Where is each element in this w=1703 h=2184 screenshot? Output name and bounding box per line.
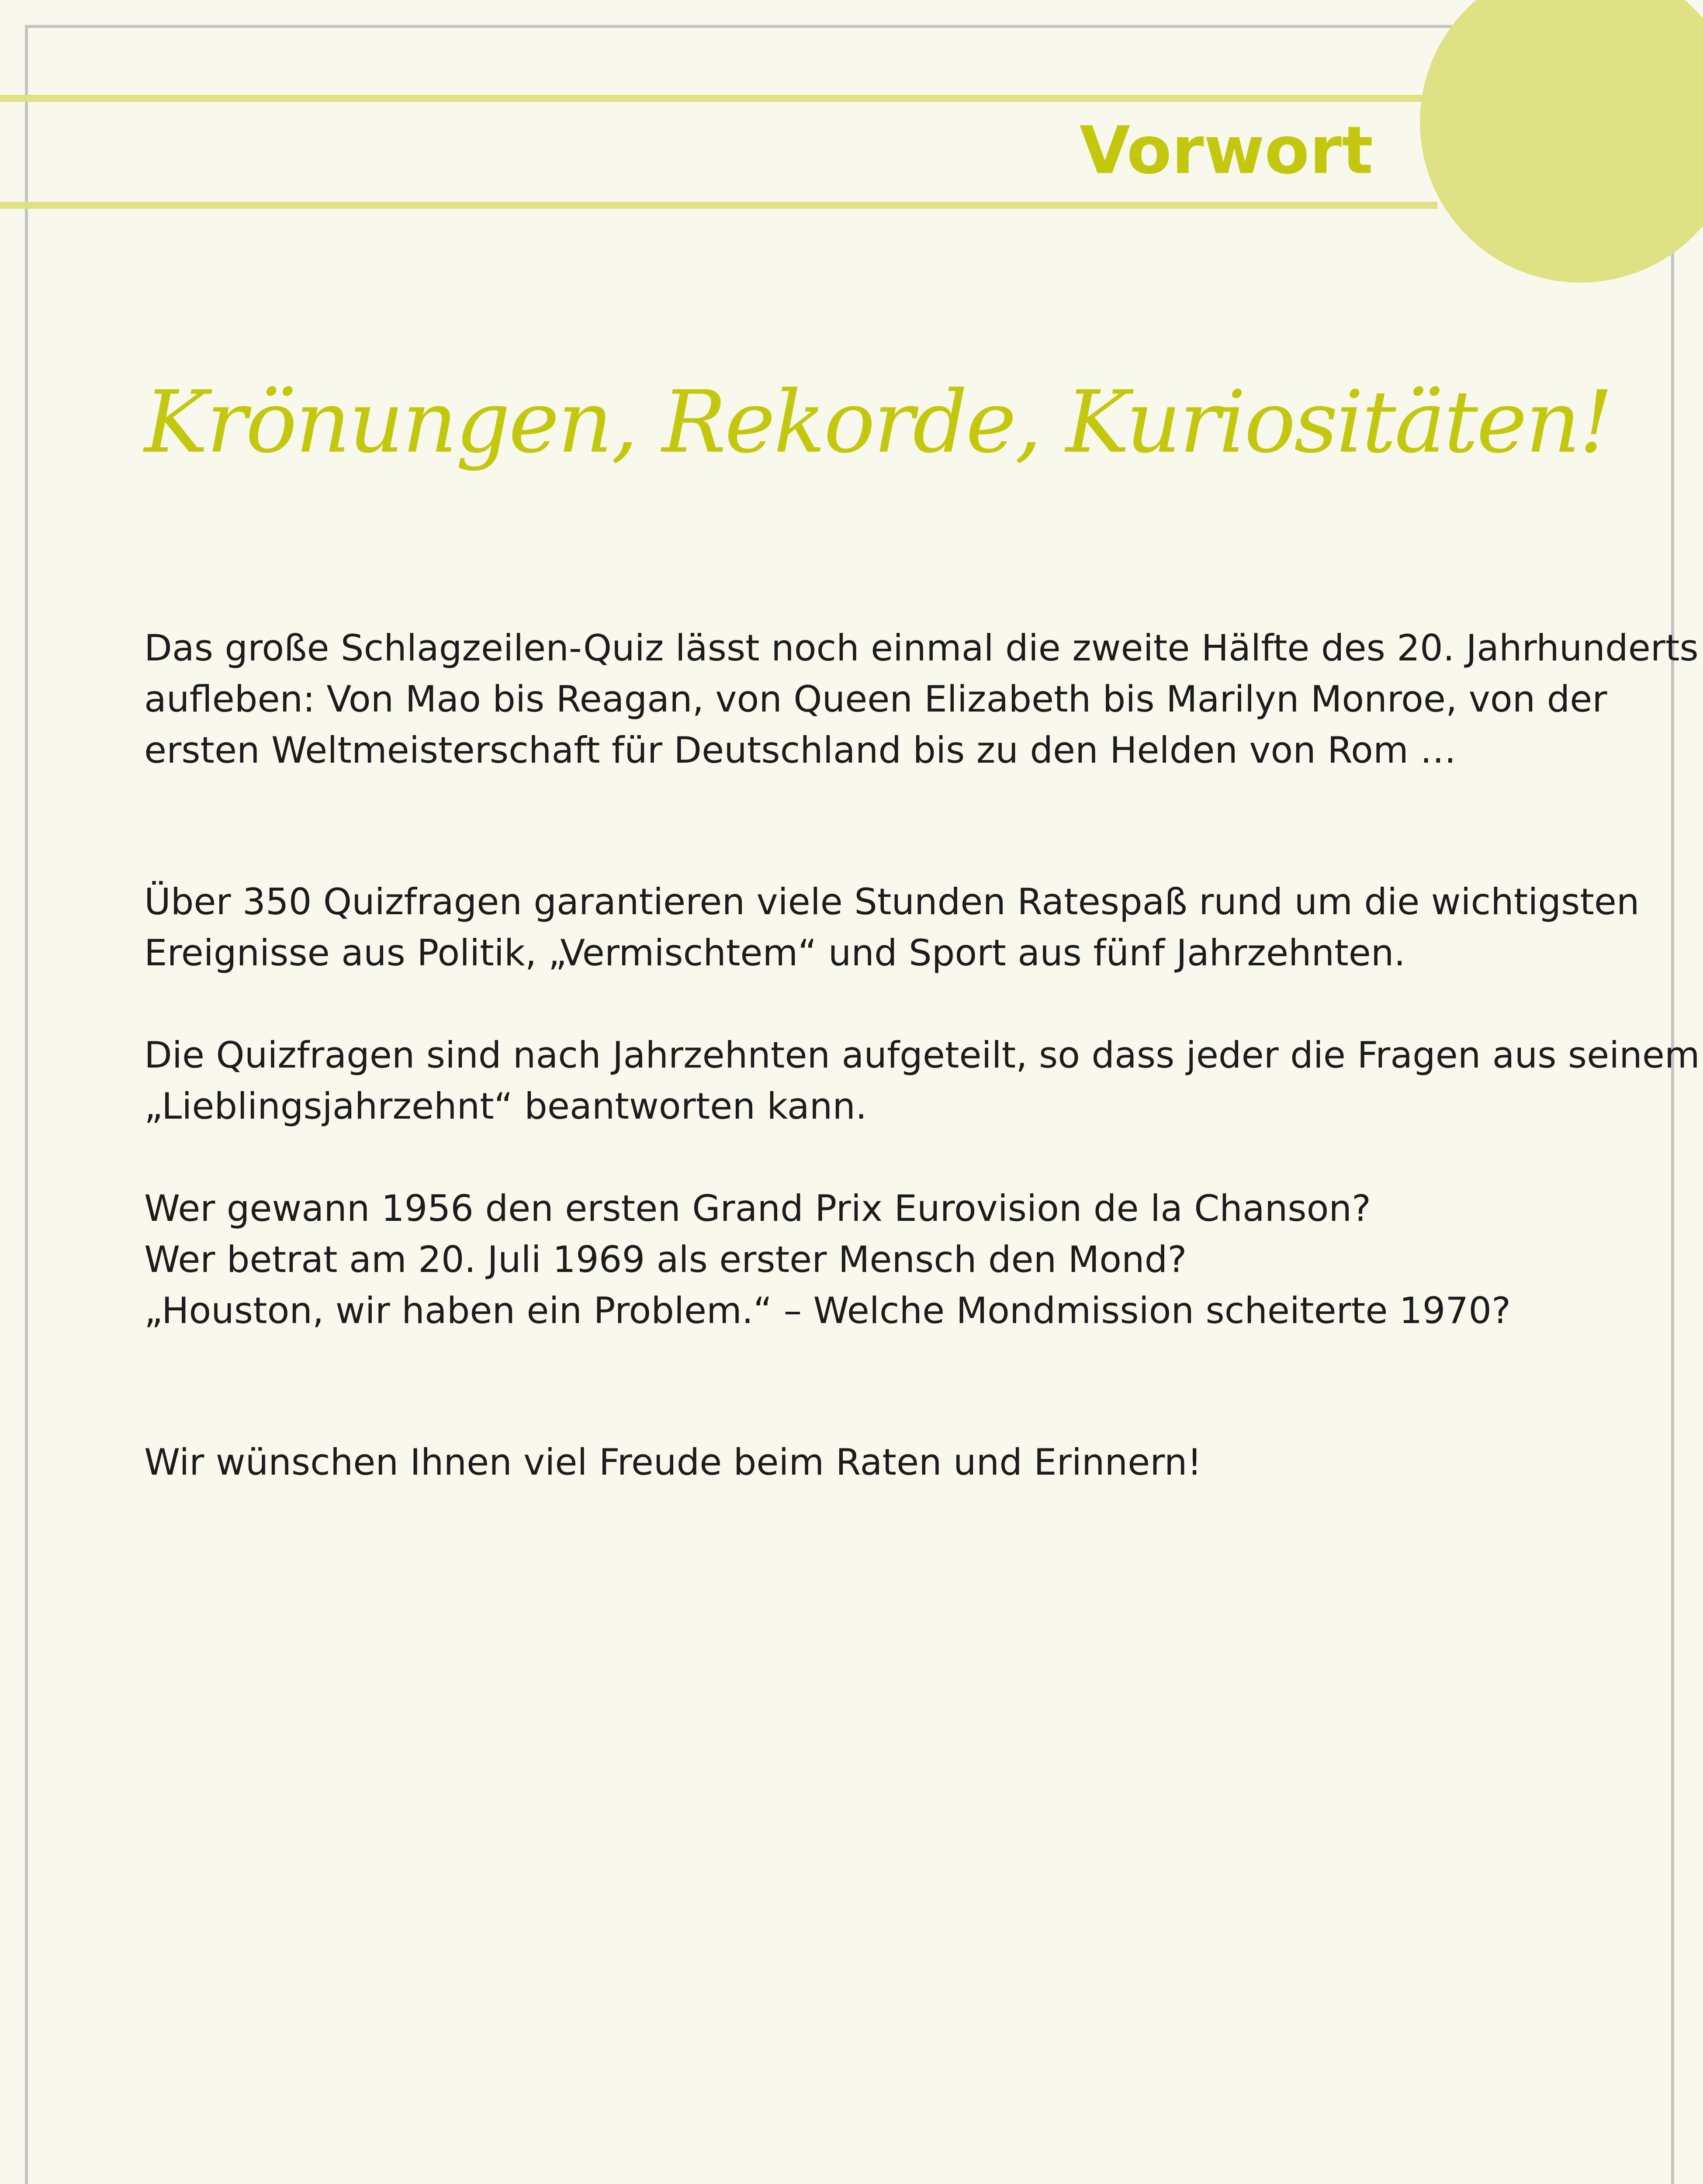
header-rule-bottom	[0, 202, 1437, 209]
section-title: Vorwort	[1079, 113, 1373, 189]
text-line: Über 350 Quizfragen garantieren viele Stunden Ratespaß rund um die wichtigsten	[144, 881, 1640, 923]
body-text	[144, 622, 1700, 1488]
text-line: aufleben: Von Mao bis Reagan, von Queen Elizabeth bis Marilyn Monroe, von der	[144, 678, 1607, 720]
sample-questions	[144, 1183, 1630, 1336]
page-heading: Krönungen, Rekorde, Kuriositäten!	[144, 373, 1612, 472]
text-line: Das große Schlagzeilen-Quiz lässt noch einmal die zweite Hälfte des 20. Jahrhunderts	[144, 627, 1699, 669]
sample-question: Wer betrat am 20. Juli 1969 als erster Mensch den Mond?	[144, 1238, 1187, 1281]
sample-question: Wer gewann 1956 den ersten Grand Prix Eurovision de la Chanson?	[144, 1187, 1371, 1230]
closing-paragraph	[144, 1437, 1630, 1488]
text-line: „Lieblingsjahrzehnt“ beantworten kann.	[144, 1085, 867, 1127]
text-line: Wir wünschen Ihnen viel Freude beim Raten und Erinnern!	[144, 1441, 1202, 1483]
intro-paragraph	[144, 622, 1699, 776]
header-rule-top	[0, 95, 1437, 102]
questions-paragraph	[144, 876, 1640, 978]
text-line: Die Quizfragen sind nach Jahrzehnten aufgeteilt, so dass jeder die Fragen aus seinem	[144, 1034, 1700, 1076]
decades-paragraph	[144, 1030, 1700, 1132]
text-line: Ereignisse aus Politik, „Vermischtem“ und Sport aus fünf Jahrzehnten.	[144, 932, 1405, 974]
text-line: ersten Weltmeisterschaft für Deutschland bis zu den Helden von Rom …	[144, 729, 1457, 771]
sample-question: „Houston, wir haben ein Problem.“ – Welche Mondmission scheiterte 1970?	[144, 1289, 1511, 1332]
